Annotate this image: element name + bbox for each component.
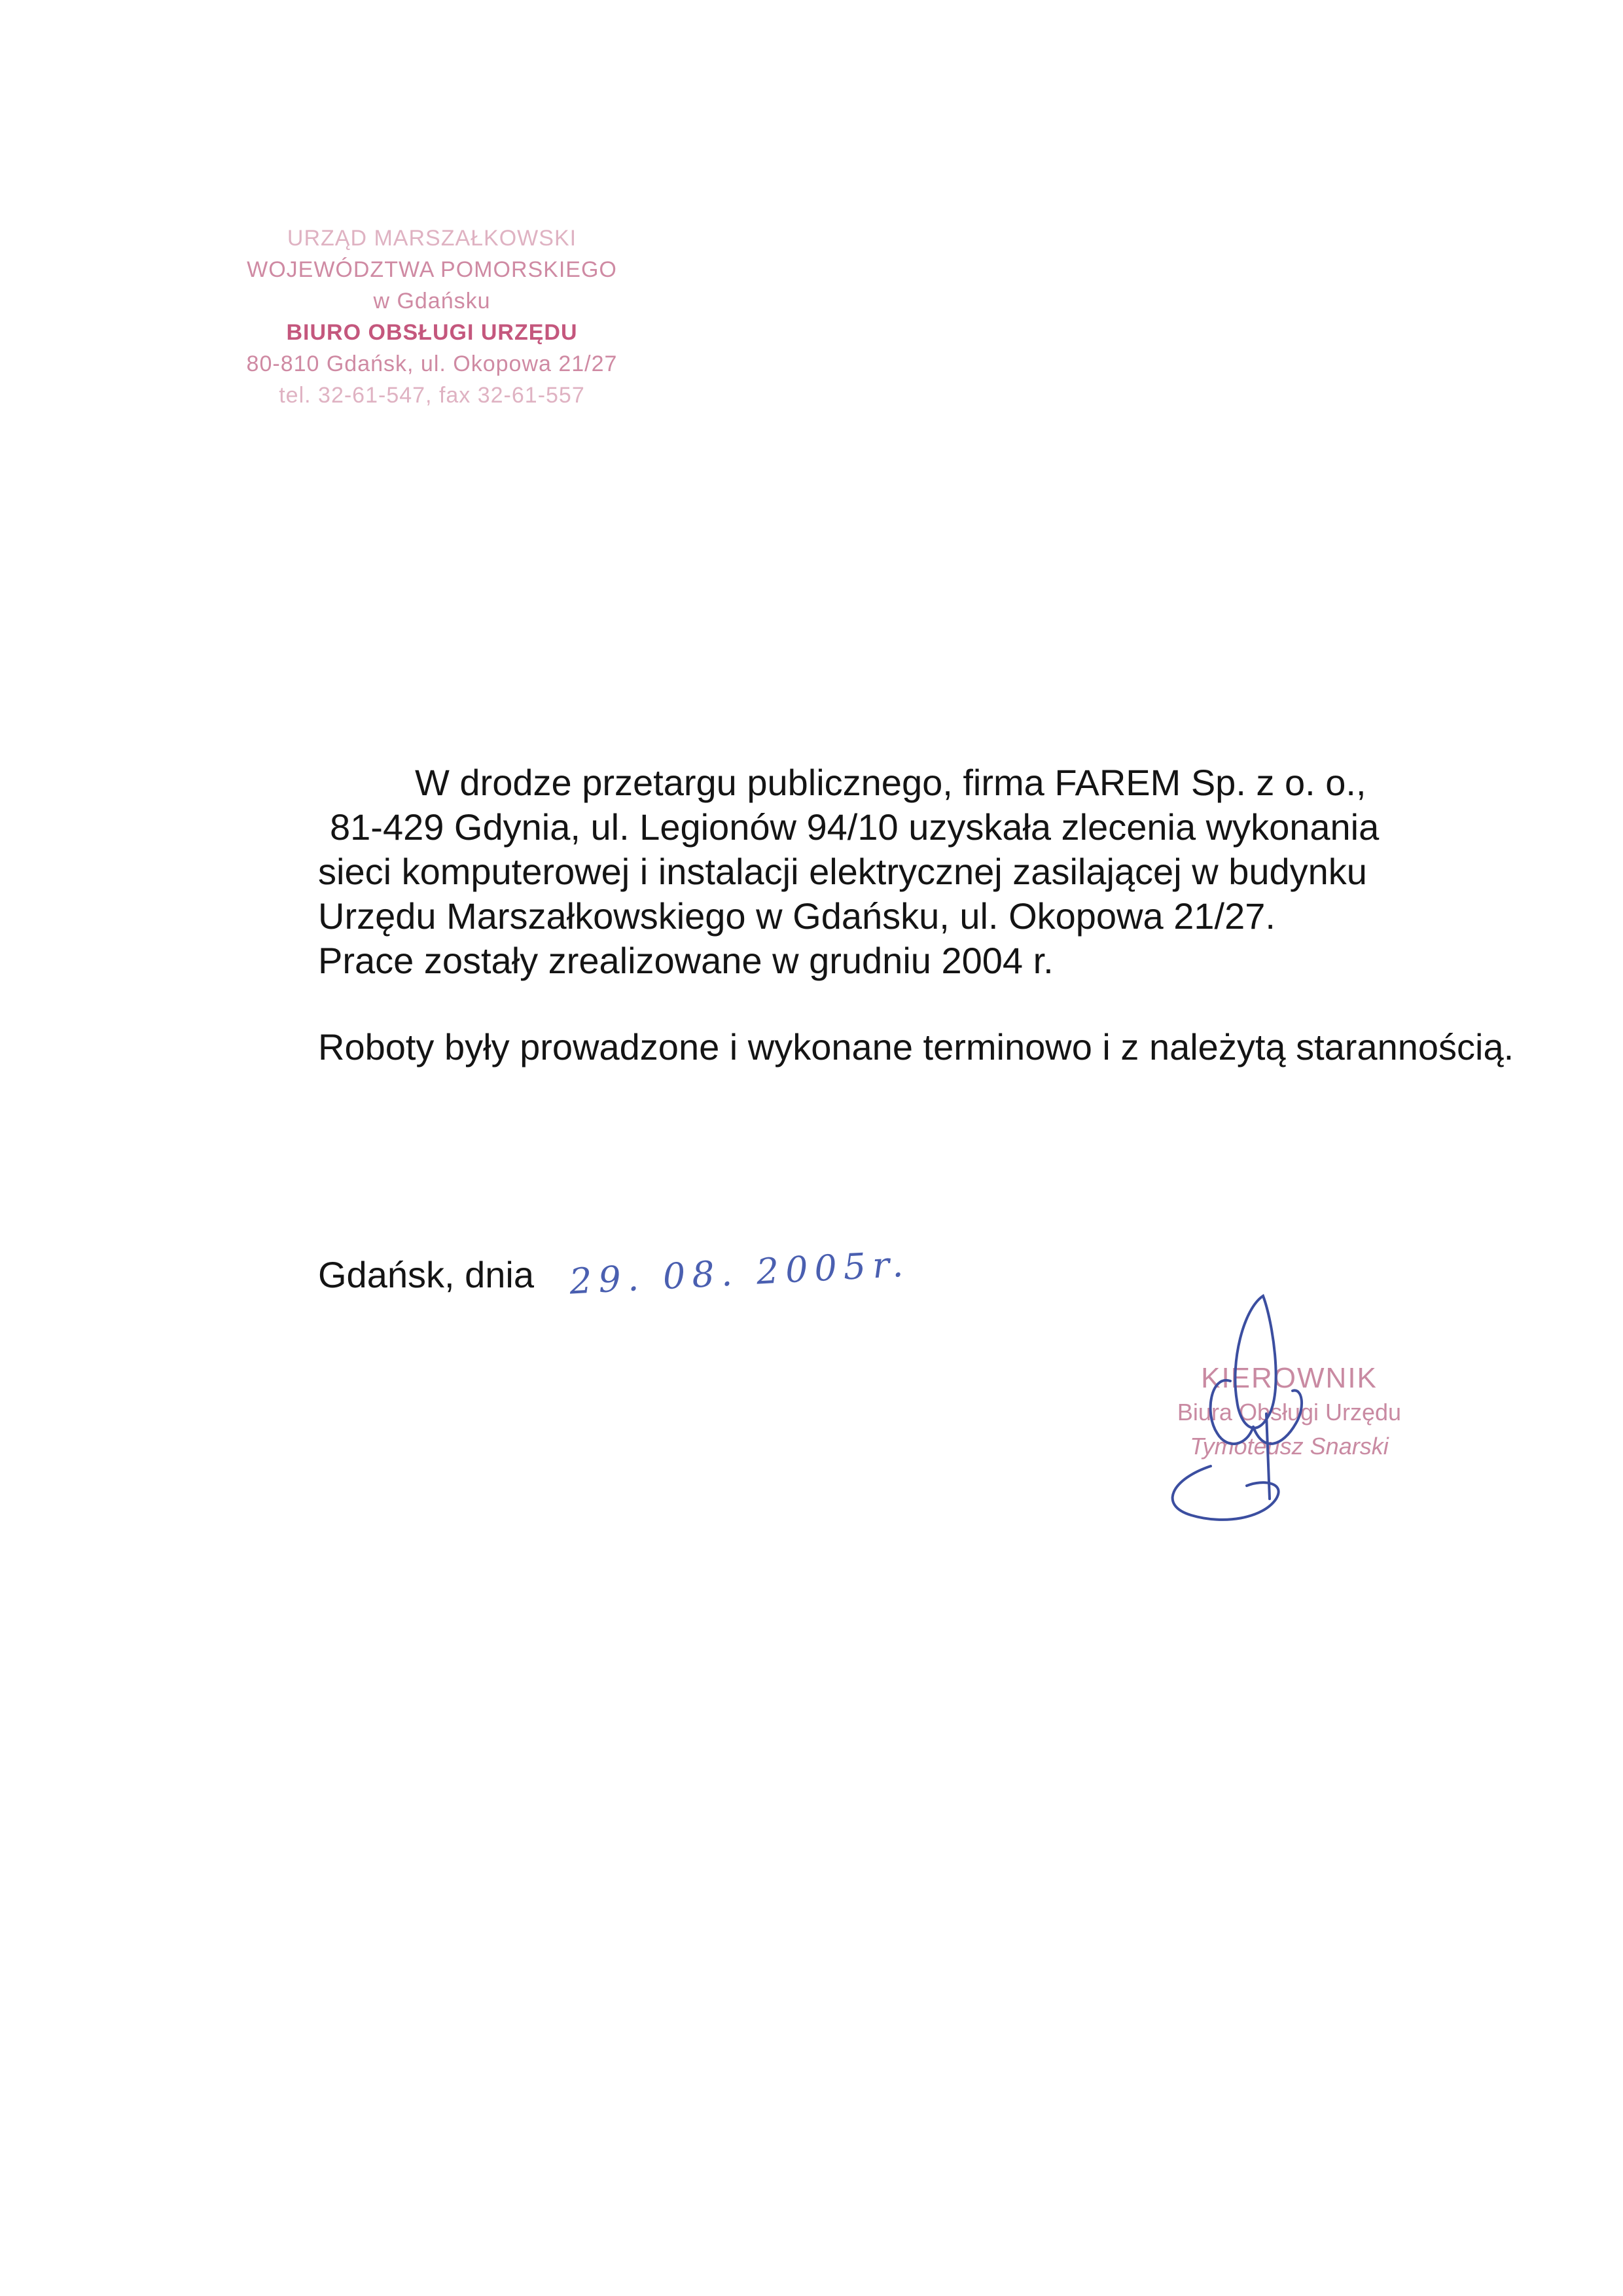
body-line: 81-429 Gdynia, ul. Legionów 94/10 uzyskała zlecenia wykonania bbox=[330, 806, 1380, 848]
paragraph-gap bbox=[318, 983, 1601, 1025]
handwritten-signature bbox=[1132, 1283, 1368, 1532]
date-line bbox=[318, 1243, 911, 1302]
office-header-stamp bbox=[203, 223, 661, 411]
stamp-phone-fax: tel. 32-61-547, fax 32-61-557 bbox=[279, 383, 585, 408]
letter-body bbox=[318, 761, 1601, 1069]
handwritten-date: 29. 08. 2005r. bbox=[568, 1243, 911, 1302]
date-label: Gdańsk, dnia bbox=[318, 1254, 534, 1295]
signature-stamp-department: Biura Obsługi Urzędu bbox=[1177, 1399, 1402, 1426]
body-line: W drodze przetargu publicznego, firma FAREM Sp. z o. o., bbox=[415, 762, 1366, 803]
body-line: sieci komputerowej i instalacji elektrycznej zasilającej w budynku bbox=[318, 851, 1367, 892]
body-closing-line: Roboty były prowadzone i wykonane terminowo i z należytą starannością. bbox=[318, 1026, 1514, 1067]
body-line: Prace zostały zrealizowane w grudniu 2004 r. bbox=[318, 940, 1054, 981]
stamp-department: BIURO OBSŁUGI URZĘDU bbox=[286, 320, 578, 345]
signature-stamp-title: KIEROWNIK bbox=[1201, 1362, 1378, 1394]
body-line: Urzędu Marszałkowskiego w Gdańsku, ul. Okopowa 21/27. bbox=[318, 895, 1275, 937]
stamp-city: w Gdańsku bbox=[373, 289, 491, 314]
stamp-address: 80-810 Gdańsk, ul. Okopowa 21/27 bbox=[246, 351, 618, 376]
stamp-voivodeship: WOJEWÓDZTWA POMORSKIEGO bbox=[247, 257, 617, 282]
signature-stamp-name: Tymoteusz Snarski bbox=[1190, 1433, 1389, 1460]
stamp-office-name: URZĄD MARSZAŁKOWSKI bbox=[287, 226, 577, 251]
